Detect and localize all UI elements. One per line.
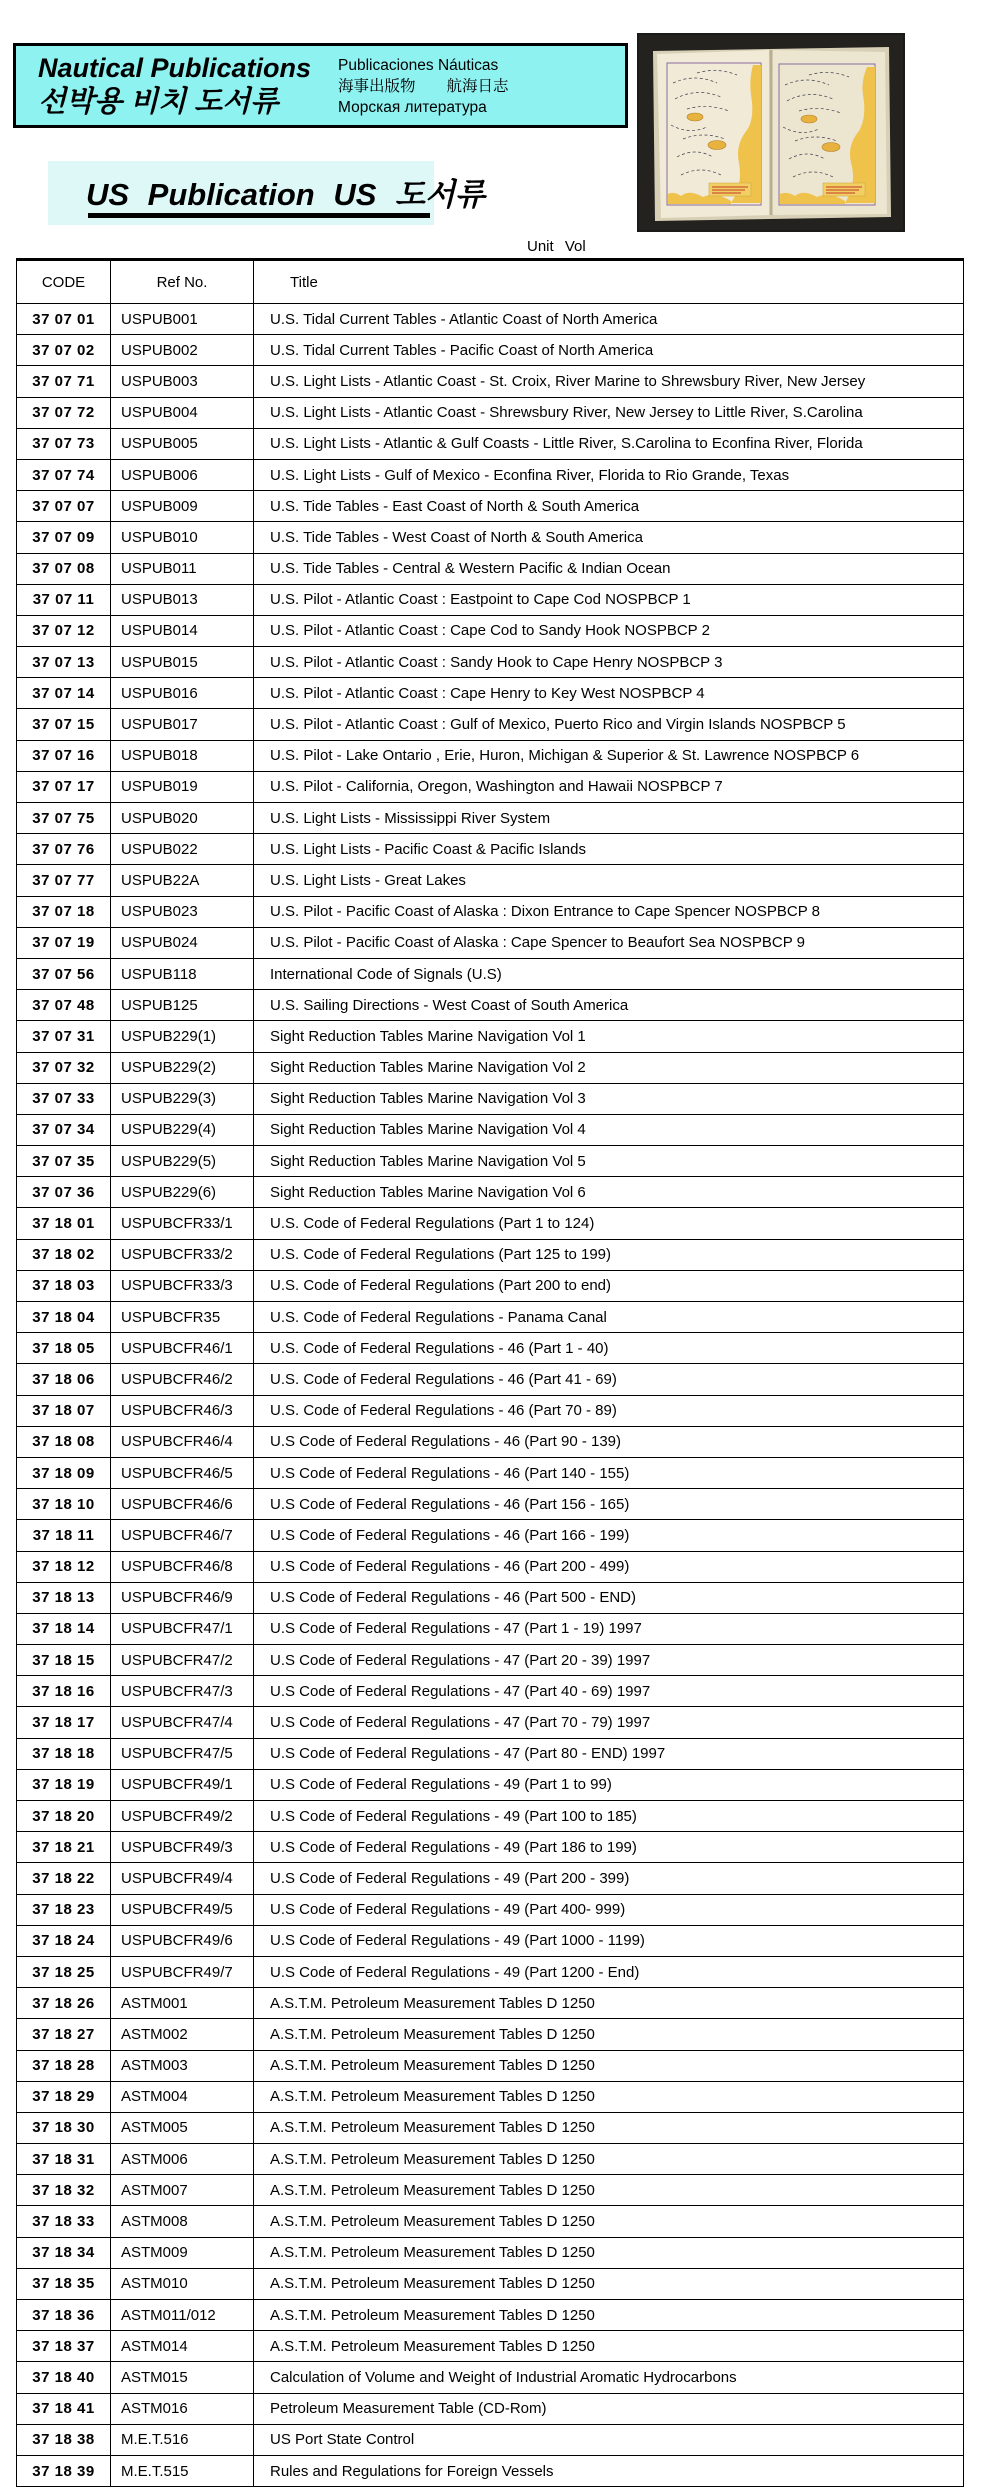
cell-code: 37 18 18 [17, 1738, 111, 1769]
table-row [17, 1551, 964, 1582]
cell-ref: ASTM014 [111, 2331, 254, 2362]
cell-code: 37 18 24 [17, 1925, 111, 1956]
cell-title: U.S. Tide Tables - Central & Western Pacific & Indian Ocean [254, 553, 964, 584]
cell-code: 37 07 18 [17, 896, 111, 927]
cell-code: 37 07 07 [17, 491, 111, 522]
cell-ref: USPUB023 [111, 896, 254, 927]
cell-code: 37 07 74 [17, 459, 111, 490]
cell-title: U.S Code of Federal Regulations - 46 (Part 500 - END) [254, 1582, 964, 1613]
cell-ref: USPUBCFR46/9 [111, 1582, 254, 1613]
table-body [17, 304, 964, 2487]
cell-ref: USPUB015 [111, 647, 254, 678]
cell-title: A.S.T.M. Petroleum Measurement Tables D 1250 [254, 2268, 964, 2299]
table-row [17, 2424, 964, 2455]
page-title-russian: Морская литература [338, 99, 487, 116]
cell-code: 37 18 19 [17, 1769, 111, 1800]
cell-title: U.S. Light Lists - Atlantic Coast - St. Croix, River Marine to Shrewsbury River, New Jersey [254, 366, 964, 397]
cell-ref: ASTM015 [111, 2362, 254, 2393]
table-row [17, 1613, 964, 1644]
cell-ref: ASTM011/012 [111, 2300, 254, 2331]
cell-title: U.S. Code of Federal Regulations - Panama Canal [254, 1302, 964, 1333]
table-row [17, 1520, 964, 1551]
cell-ref: USPUBCFR46/2 [111, 1364, 254, 1395]
cell-title: U.S Code of Federal Regulations - 49 (Part 200 - 399) [254, 1863, 964, 1894]
cell-code: 37 18 37 [17, 2331, 111, 2362]
cell-ref: ASTM001 [111, 1988, 254, 2019]
cell-code: 37 18 09 [17, 1457, 111, 1488]
table-row [17, 2331, 964, 2362]
table-row [17, 678, 964, 709]
cell-title: U.S. Pilot - Pacific Coast of Alaska : Dixon Entrance to Cape Spencer NOSPBCP 8 [254, 896, 964, 927]
cell-ref: ASTM008 [111, 2206, 254, 2237]
table-row [17, 1083, 964, 1114]
cell-title: U.S. Tide Tables - West Coast of North & South America [254, 522, 964, 553]
table-row [17, 553, 964, 584]
cell-code: 37 18 23 [17, 1894, 111, 1925]
cell-title: U.S Code of Federal Regulations - 47 (Part 70 - 79) 1997 [254, 1707, 964, 1738]
cell-title: U.S. Light Lists - Great Lakes [254, 865, 964, 896]
cell-code: 37 18 17 [17, 1707, 111, 1738]
cell-title: A.S.T.M. Petroleum Measurement Tables D 1250 [254, 2206, 964, 2237]
table-row [17, 1146, 964, 1177]
cell-code: 37 07 01 [17, 304, 111, 335]
cell-title: U.S. Light Lists - Atlantic Coast - Shrewsbury River, New Jersey to Little River, S.Carolina [254, 397, 964, 428]
cell-ref: USPUB016 [111, 678, 254, 709]
table-row [17, 584, 964, 615]
table-row [17, 1270, 964, 1301]
cell-title: U.S Code of Federal Regulations - 46 (Part 200 - 499) [254, 1551, 964, 1582]
table-row [17, 709, 964, 740]
cell-code: 37 07 56 [17, 958, 111, 989]
table-row [17, 1239, 964, 1270]
cell-ref: USPUBCFR47/2 [111, 1645, 254, 1676]
cell-ref: USPUB003 [111, 366, 254, 397]
cell-ref: USPUB013 [111, 584, 254, 615]
table-row [17, 335, 964, 366]
cell-title: U.S. Sailing Directions - West Coast of South America [254, 990, 964, 1021]
cell-code: 37 18 32 [17, 2175, 111, 2206]
cell-title: A.S.T.M. Petroleum Measurement Tables D 1250 [254, 2144, 964, 2175]
table-row [17, 2268, 964, 2299]
cell-ref: USPUB005 [111, 428, 254, 459]
cell-ref: USPUB022 [111, 834, 254, 865]
table-row [17, 2019, 964, 2050]
cell-ref: USPUBCFR49/2 [111, 1801, 254, 1832]
column-header-title: Title [254, 260, 964, 304]
table-row [17, 1364, 964, 1395]
table-row [17, 1395, 964, 1426]
table-row [17, 2393, 964, 2424]
cell-ref: USPUB118 [111, 958, 254, 989]
cell-title: U.S Code of Federal Regulations - 46 (Part 90 - 139) [254, 1426, 964, 1457]
cell-ref: USPUB014 [111, 615, 254, 646]
table-row [17, 304, 964, 335]
cell-title: U.S. Pilot - Atlantic Coast : Eastpoint to Cape Cod NOSPBCP 1 [254, 584, 964, 615]
cell-ref: USPUB018 [111, 740, 254, 771]
cell-code: 37 18 30 [17, 2112, 111, 2143]
cell-ref: ASTM003 [111, 2050, 254, 2081]
cell-code: 37 18 34 [17, 2237, 111, 2268]
cell-code: 37 18 10 [17, 1489, 111, 1520]
cell-title: A.S.T.M. Petroleum Measurement Tables D 1250 [254, 2081, 964, 2112]
column-header-code: CODE [17, 260, 111, 304]
table-row [17, 1302, 964, 1333]
table-row [17, 771, 964, 802]
cell-ref: USPUBCFR49/7 [111, 1956, 254, 1987]
cell-code: 37 18 01 [17, 1208, 111, 1239]
book-illustration [637, 33, 905, 232]
cell-title: U.S Code of Federal Regulations - 49 (Part 1 to 99) [254, 1769, 964, 1800]
cell-title: A.S.T.M. Petroleum Measurement Tables D 1250 [254, 2237, 964, 2268]
table-row [17, 1333, 964, 1364]
cell-ref: ASTM002 [111, 2019, 254, 2050]
cell-code: 37 07 71 [17, 366, 111, 397]
cell-title: U.S. Pilot - Atlantic Coast : Cape Henry to Key West NOSPBCP 4 [254, 678, 964, 709]
cell-code: 37 07 11 [17, 584, 111, 615]
cell-title: Rules and Regulations for Foreign Vessels [254, 2455, 964, 2486]
table-row [17, 990, 964, 1021]
cell-title: U.S Code of Federal Regulations - 47 (Part 80 - END) 1997 [254, 1738, 964, 1769]
table-row [17, 2237, 964, 2268]
table-row [17, 1676, 964, 1707]
cell-ref: USPUB004 [111, 397, 254, 428]
cell-title: U.S Code of Federal Regulations - 46 (Part 156 - 165) [254, 1489, 964, 1520]
cell-code: 37 18 07 [17, 1395, 111, 1426]
cell-title: U.S. Code of Federal Regulations - 46 (Part 1 - 40) [254, 1333, 964, 1364]
cell-ref: USPUBCFR49/3 [111, 1832, 254, 1863]
table-row [17, 2112, 964, 2143]
table-row [17, 2455, 964, 2486]
cell-code: 37 18 16 [17, 1676, 111, 1707]
cell-ref: USPUB006 [111, 459, 254, 490]
cell-ref: USPUBCFR49/4 [111, 1863, 254, 1894]
cell-ref: USPUBCFR47/1 [111, 1613, 254, 1644]
cell-title: Sight Reduction Tables Marine Navigation Vol 3 [254, 1083, 964, 1114]
table-row [17, 1582, 964, 1613]
table-row [17, 2144, 964, 2175]
table-row [17, 1645, 964, 1676]
cell-ref: USPUBCFR49/5 [111, 1894, 254, 1925]
cell-title: A.S.T.M. Petroleum Measurement Tables D 1250 [254, 2331, 964, 2362]
cell-title: U.S. Tide Tables - East Coast of North & South America [254, 491, 964, 522]
cell-title: U.S. Code of Federal Regulations (Part 1 to 124) [254, 1208, 964, 1239]
cell-title: U.S. Code of Federal Regulations - 46 (Part 41 - 69) [254, 1364, 964, 1395]
cell-ref: USPUBCFR46/6 [111, 1489, 254, 1520]
cell-code: 37 18 36 [17, 2300, 111, 2331]
cell-title: Sight Reduction Tables Marine Navigation Vol 5 [254, 1146, 964, 1177]
cell-code: 37 07 35 [17, 1146, 111, 1177]
section-title-underline [88, 213, 430, 218]
cell-title: U.S Code of Federal Regulations - 49 (Part 100 to 185) [254, 1801, 964, 1832]
cell-code: 37 07 15 [17, 709, 111, 740]
table-row [17, 1769, 964, 1800]
table-row [17, 2081, 964, 2112]
cell-code: 37 18 21 [17, 1832, 111, 1863]
header-title-translations [338, 55, 509, 118]
cell-code: 37 07 72 [17, 397, 111, 428]
table-row [17, 2050, 964, 2081]
table-row [17, 1988, 964, 2019]
table-header-row [17, 260, 964, 304]
cell-code: 37 18 14 [17, 1613, 111, 1644]
cell-code: 37 07 09 [17, 522, 111, 553]
cell-code: 37 07 14 [17, 678, 111, 709]
cell-ref: USPUB229(3) [111, 1083, 254, 1114]
table-row [17, 958, 964, 989]
cell-code: 37 18 20 [17, 1801, 111, 1832]
table-row [17, 1738, 964, 1769]
cell-title: US Port State Control [254, 2424, 964, 2455]
table-row [17, 1177, 964, 1208]
cell-code: 37 18 06 [17, 1364, 111, 1395]
cell-ref: USPUB011 [111, 553, 254, 584]
cell-code: 37 18 15 [17, 1645, 111, 1676]
cell-title: A.S.T.M. Petroleum Measurement Tables D 1250 [254, 2175, 964, 2206]
cell-ref: ASTM016 [111, 2393, 254, 2424]
cell-ref: USPUB009 [111, 491, 254, 522]
cell-ref: USPUBCFR47/5 [111, 1738, 254, 1769]
cell-ref: ASTM004 [111, 2081, 254, 2112]
cell-title: U.S. Pilot - Atlantic Coast : Gulf of Mexico, Puerto Rico and Virgin Islands NOSPBCP 5 [254, 709, 964, 740]
cell-ref: USPUBCFR47/4 [111, 1707, 254, 1738]
table-row [17, 459, 964, 490]
table-row [17, 2175, 964, 2206]
cell-title: U.S. Light Lists - Gulf of Mexico - Econfina River, Florida to Rio Grande, Texas [254, 459, 964, 490]
table-row [17, 2206, 964, 2237]
cell-title: A.S.T.M. Petroleum Measurement Tables D 1250 [254, 2112, 964, 2143]
cell-code: 37 18 31 [17, 2144, 111, 2175]
cell-title: U.S Code of Federal Regulations - 47 (Part 1 - 19) 1997 [254, 1613, 964, 1644]
cell-code: 37 18 35 [17, 2268, 111, 2299]
table-row [17, 803, 964, 834]
cell-code: 37 18 29 [17, 2081, 111, 2112]
cell-code: 37 18 33 [17, 2206, 111, 2237]
cell-title: U.S. Code of Federal Regulations (Part 125 to 199) [254, 1239, 964, 1270]
cell-code: 37 07 08 [17, 553, 111, 584]
cell-title: U.S Code of Federal Regulations - 46 (Part 166 - 199) [254, 1520, 964, 1551]
cell-ref: ASTM009 [111, 2237, 254, 2268]
table-row [17, 1832, 964, 1863]
cell-ref: USPUBCFR35 [111, 1302, 254, 1333]
cell-title: U.S Code of Federal Regulations - 49 (Part 400- 999) [254, 1894, 964, 1925]
cell-ref: USPUBCFR49/1 [111, 1769, 254, 1800]
cell-ref: USPUB229(5) [111, 1146, 254, 1177]
cell-title: U.S. Tidal Current Tables - Atlantic Coast of North America [254, 304, 964, 335]
cell-code: 37 18 08 [17, 1426, 111, 1457]
cell-title: U.S. Tidal Current Tables - Pacific Coast of North America [254, 335, 964, 366]
cell-ref: USPUB020 [111, 803, 254, 834]
table-row [17, 491, 964, 522]
cell-code: 37 18 12 [17, 1551, 111, 1582]
cell-code: 37 07 48 [17, 990, 111, 1021]
table-row [17, 1956, 964, 1987]
cell-code: 37 18 40 [17, 2362, 111, 2393]
cell-ref: USPUBCFR49/6 [111, 1925, 254, 1956]
cell-code: 37 18 11 [17, 1520, 111, 1551]
cell-code: 37 18 27 [17, 2019, 111, 2050]
table-row [17, 1426, 964, 1457]
cell-code: 37 07 02 [17, 335, 111, 366]
table-row [17, 865, 964, 896]
cell-ref: USPUBCFR46/7 [111, 1520, 254, 1551]
cell-code: 37 18 25 [17, 1956, 111, 1987]
cell-ref: USPUBCFR33/3 [111, 1270, 254, 1301]
page-title-chinese: 海事出版物 航海日志 [338, 78, 509, 95]
cell-title: U.S Code of Federal Regulations - 49 (Part 1200 - End) [254, 1956, 964, 1987]
table-row [17, 1208, 964, 1239]
cell-title: A.S.T.M. Petroleum Measurement Tables D 1250 [254, 1988, 964, 2019]
cell-ref: USPUB019 [111, 771, 254, 802]
cell-code: 37 18 13 [17, 1582, 111, 1613]
cell-ref: USPUBCFR46/5 [111, 1457, 254, 1488]
cell-code: 37 07 73 [17, 428, 111, 459]
header-title-box [13, 43, 628, 128]
cell-title: U.S Code of Federal Regulations - 47 (Part 40 - 69) 1997 [254, 1676, 964, 1707]
cell-title: U.S Code of Federal Regulations - 46 (Part 140 - 155) [254, 1457, 964, 1488]
header-title-left [16, 46, 311, 125]
table-row [17, 2300, 964, 2331]
cell-title: Petroleum Measurement Table (CD-Rom) [254, 2393, 964, 2424]
table-row [17, 1801, 964, 1832]
cell-title: U.S Code of Federal Regulations - 49 (Part 186 to 199) [254, 1832, 964, 1863]
table-row [17, 1894, 964, 1925]
cell-ref: USPUB229(6) [111, 1177, 254, 1208]
cell-title: U.S. Pilot - Atlantic Coast : Cape Cod to Sandy Hook NOSPBCP 2 [254, 615, 964, 646]
table-row [17, 428, 964, 459]
table-row [17, 615, 964, 646]
cell-ref: USPUB229(4) [111, 1114, 254, 1145]
cell-ref: USPUBCFR46/4 [111, 1426, 254, 1457]
table-row [17, 1457, 964, 1488]
cell-ref: USPUB002 [111, 335, 254, 366]
table-row [17, 522, 964, 553]
cell-ref: USPUBCFR47/3 [111, 1676, 254, 1707]
table-row [17, 647, 964, 678]
cell-ref: USPUBCFR46/8 [111, 1551, 254, 1582]
cell-code: 37 18 26 [17, 1988, 111, 2019]
cell-code: 37 18 39 [17, 2455, 111, 2486]
cell-ref: USPUB001 [111, 304, 254, 335]
cell-code: 37 07 77 [17, 865, 111, 896]
cell-ref: USPUBCFR46/3 [111, 1395, 254, 1426]
cell-title: U.S. Light Lists - Atlantic & Gulf Coasts - Little River, S.Carolina to Econfina River, Florida [254, 428, 964, 459]
cell-code: 37 07 16 [17, 740, 111, 771]
cell-code: 37 07 17 [17, 771, 111, 802]
cell-code: 37 07 75 [17, 803, 111, 834]
cell-ref: USPUB22A [111, 865, 254, 896]
cell-title: Sight Reduction Tables Marine Navigation Vol 6 [254, 1177, 964, 1208]
publications-table [16, 258, 964, 2487]
cell-code: 37 18 41 [17, 2393, 111, 2424]
unit-label: Unit Vol [527, 238, 586, 255]
cell-title: U.S Code of Federal Regulations - 49 (Part 1000 - 1199) [254, 1925, 964, 1956]
table-row [17, 927, 964, 958]
cell-title: U.S. Pilot - Atlantic Coast : Sandy Hook to Cape Henry NOSPBCP 3 [254, 647, 964, 678]
cell-title: U.S. Pilot - California, Oregon, Washington and Hawaii NOSPBCP 7 [254, 771, 964, 802]
cell-ref: USPUB229(1) [111, 1021, 254, 1052]
cell-code: 37 18 03 [17, 1270, 111, 1301]
cell-code: 37 07 19 [17, 927, 111, 958]
cell-ref: USPUB229(2) [111, 1052, 254, 1083]
table-row [17, 1707, 964, 1738]
cell-title: U.S. Code of Federal Regulations - 46 (Part 70 - 89) [254, 1395, 964, 1426]
cell-code: 37 07 34 [17, 1114, 111, 1145]
cell-code: 37 07 36 [17, 1177, 111, 1208]
cell-ref: ASTM006 [111, 2144, 254, 2175]
cell-title: A.S.T.M. Petroleum Measurement Tables D 1250 [254, 2019, 964, 2050]
page-title-spanish: Publicaciones Náuticas [338, 57, 499, 74]
cell-ref: USPUB024 [111, 927, 254, 958]
cell-ref: USPUBCFR46/1 [111, 1333, 254, 1364]
cell-ref: USPUB017 [111, 709, 254, 740]
cell-code: 37 18 02 [17, 1239, 111, 1270]
cell-title: U.S. Pilot - Pacific Coast of Alaska : Cape Spencer to Beaufort Sea NOSPBCP 9 [254, 927, 964, 958]
cell-title: International Code of Signals (U.S) [254, 958, 964, 989]
cell-title: U.S. Pilot - Lake Ontario , Erie, Huron, Michigan & Superior & St. Lawrence NOSPBCP 6 [254, 740, 964, 771]
cell-code: 37 18 22 [17, 1863, 111, 1894]
cell-code: 37 07 13 [17, 647, 111, 678]
cell-title: U.S Code of Federal Regulations - 47 (Part 20 - 39) 1997 [254, 1645, 964, 1676]
cell-code: 37 07 33 [17, 1083, 111, 1114]
table-row [17, 397, 964, 428]
page-title-english: Nautical Publications [38, 53, 312, 83]
table-row [17, 366, 964, 397]
page-title-korean: 선박용 비치 도서류 [38, 86, 279, 118]
cell-code: 37 07 31 [17, 1021, 111, 1052]
table-row [17, 1021, 964, 1052]
cell-code: 37 18 38 [17, 2424, 111, 2455]
table-row [17, 896, 964, 927]
cell-title: Sight Reduction Tables Marine Navigation Vol 1 [254, 1021, 964, 1052]
chart-book-photo [637, 33, 905, 232]
table-row [17, 2362, 964, 2393]
cell-title: U.S. Light Lists - Pacific Coast & Pacific Islands [254, 834, 964, 865]
cell-ref: M.E.T.515 [111, 2455, 254, 2486]
cell-ref: USPUB125 [111, 990, 254, 1021]
cell-title: Calculation of Volume and Weight of Industrial Aromatic Hydrocarbons [254, 2362, 964, 2393]
table-row [17, 1925, 964, 1956]
cell-ref: ASTM007 [111, 2175, 254, 2206]
section-title: US Publication US 도서류 [86, 177, 485, 212]
cell-ref: ASTM010 [111, 2268, 254, 2299]
cell-code: 37 07 76 [17, 834, 111, 865]
cell-code: 37 18 05 [17, 1333, 111, 1364]
table-row [17, 834, 964, 865]
cell-title: Sight Reduction Tables Marine Navigation Vol 2 [254, 1052, 964, 1083]
table-row [17, 740, 964, 771]
table-row [17, 1114, 964, 1145]
cell-code: 37 07 32 [17, 1052, 111, 1083]
cell-code: 37 18 28 [17, 2050, 111, 2081]
cell-title: A.S.T.M. Petroleum Measurement Tables D 1250 [254, 2300, 964, 2331]
cell-title: U.S. Light Lists - Mississippi River System [254, 803, 964, 834]
cell-title: A.S.T.M. Petroleum Measurement Tables D 1250 [254, 2050, 964, 2081]
cell-ref: M.E.T.516 [111, 2424, 254, 2455]
cell-ref: ASTM005 [111, 2112, 254, 2143]
cell-title: U.S. Code of Federal Regulations (Part 200 to end) [254, 1270, 964, 1301]
table-row [17, 1489, 964, 1520]
cell-ref: USPUB010 [111, 522, 254, 553]
cell-title: Sight Reduction Tables Marine Navigation Vol 4 [254, 1114, 964, 1145]
cell-code: 37 07 12 [17, 615, 111, 646]
cell-ref: USPUBCFR33/1 [111, 1208, 254, 1239]
table-row [17, 1863, 964, 1894]
column-header-ref: Ref No. [111, 260, 254, 304]
cell-ref: USPUBCFR33/2 [111, 1239, 254, 1270]
cell-code: 37 18 04 [17, 1302, 111, 1333]
table-row [17, 1052, 964, 1083]
